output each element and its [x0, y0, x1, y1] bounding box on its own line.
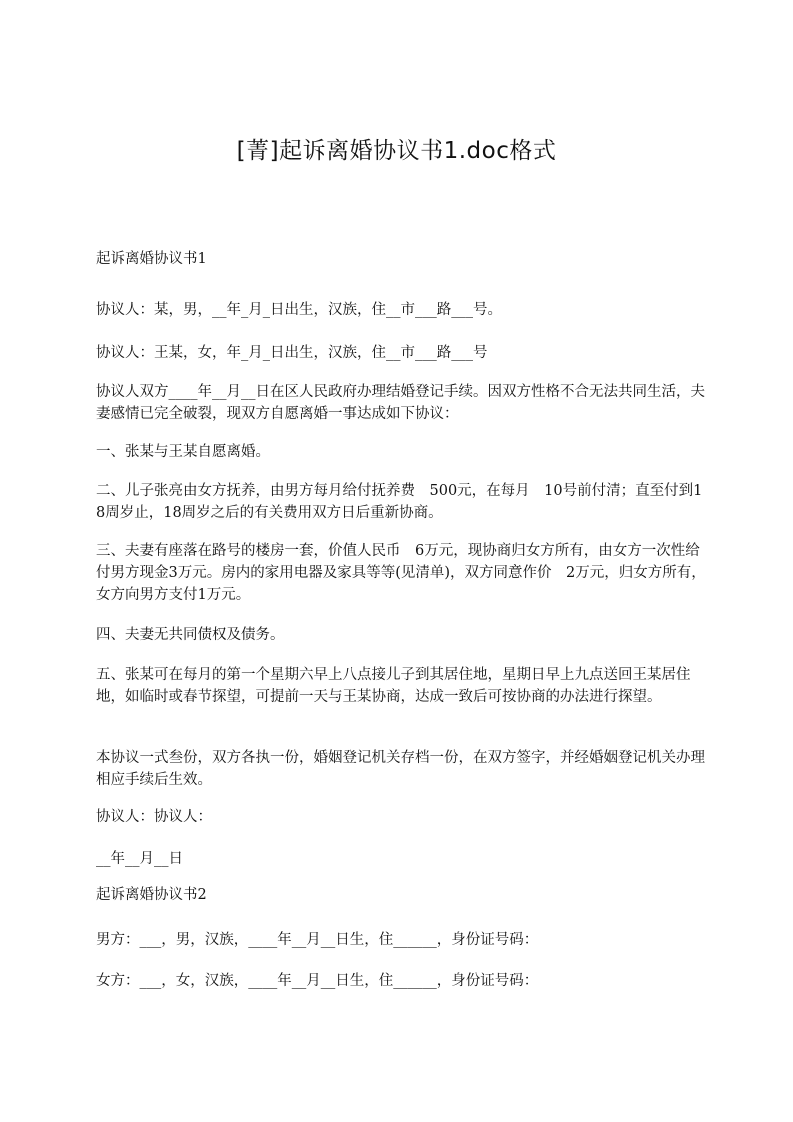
clause-4: 四、夫妻无共同债权及债务。 — [96, 627, 285, 643]
effectiveness-clause: 本协议一式叁份，双方各执一份，婚姻登记机关存档一份，在双方签字，并经婚姻登记机关办理相应手续后生效。 — [96, 750, 705, 788]
clause-3: 三、夫妻有座落在路号的楼房一套，价值人民币 6万元，现协商归女方所有，由女方一次性给付男方现金3万元。房内的家用电器及家具等等(见清单)，双方同意作价 2万元，归女方所有，女方向男方支付1万元。 — [96, 543, 706, 603]
clause-1: 一、张某与王某自愿离婚。 — [96, 444, 270, 460]
party-line-female: 协议人：王某，女，年_月_日出生，汉族，住__市___路___号 — [96, 345, 488, 361]
agreement-intro: 协议人双方____年__月__日在区人民政府办理结婚登记手续。因双方性格不合无法共同生活，夫妻感情已完全破裂，现双方自愿离婚一事达成如下协议： — [96, 384, 705, 422]
date-line: __年__月__日 — [96, 851, 183, 867]
section-heading-1: 起诉离婚协议书1 — [96, 251, 207, 267]
signature-line: 协议人：协议人： — [96, 809, 212, 825]
party-line-male: 协议人：某，男，__年_月_日出生，汉族，住__市___路___号。 — [96, 302, 502, 318]
female-party-info: 女方：___，女，汉族，____年__月__日生，住______，身份证号码： — [96, 973, 539, 989]
clause-5: 五、张某可在每月的第一个星期六早上八点接儿子到其居住地，星期日早上九点送回王某居住地，如临时或春节探望，可提前一天与王某协商，达成一致后可按协商的办法进行探望。 — [96, 667, 691, 705]
document-title: [菁]起诉离婚协议书1.doc格式 — [236, 138, 557, 164]
section-heading-2: 起诉离婚协议书2 — [96, 887, 207, 903]
clause-2: 二、儿子张亮由女方抚养，由男方每月给付抚养费 500元，在每月 10号前付清；直至付到18周岁止，18周岁之后的有关费用双方日后重新协商。 — [96, 483, 703, 521]
male-party-info: 男方：___，男，汉族，____年__月__日生，住______，身份证号码： — [96, 932, 539, 948]
